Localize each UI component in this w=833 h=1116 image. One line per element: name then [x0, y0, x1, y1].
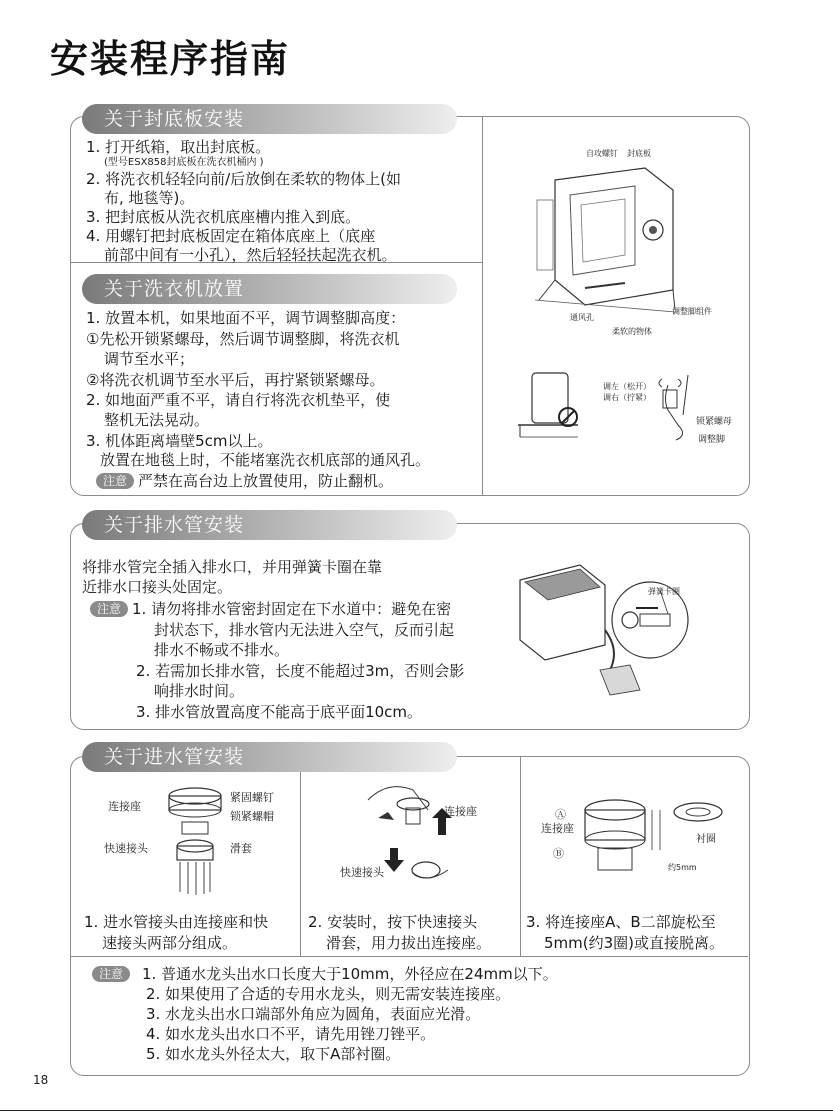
s4-note-1: [92, 965, 558, 984]
s2-line-7: 3. 机体距离墙壁5cm以上。: [86, 432, 273, 450]
s1-line-1: 1. 打开纸箱，取出封底板。: [86, 138, 271, 156]
s4-step2-line1: 2. 安装时，按下快速接头: [308, 913, 478, 931]
note-badge: 注意: [90, 601, 128, 617]
drain-figure: [510, 560, 710, 700]
bottom-plate-figure: [525, 150, 685, 330]
s3-note-6: 3. 排水管放置高度不能高于底平面10cm。: [136, 703, 423, 721]
s3-note-1: [90, 600, 451, 619]
s1-line-3: 2. 将洗衣机轻轻向前/后放倒在柔软的物体上(如: [86, 170, 401, 188]
fig4a-label-screw: 紧固螺钉: [230, 791, 274, 804]
s4-note-5: 5. 如水龙头外径太大，取下A部衬圈。: [146, 1045, 401, 1063]
inlet-divider-h: [70, 956, 748, 957]
s4-note-4: 4. 如水龙头出水口不平，请先用锉刀锉平。: [146, 1025, 436, 1043]
fig4c-label-ring: 衬圈: [696, 834, 716, 845]
s4-step3-line1: 3. 将连接座A、B二部旋松至: [526, 913, 716, 931]
section-heading-drain: 关于排水管安装: [82, 510, 457, 540]
fig4b-label-quick: 快速接头: [340, 866, 384, 879]
s4-step1-line1: 1. 进水管接头由连接座和快: [84, 913, 269, 931]
panel-divider: [482, 116, 483, 495]
s2-note: [96, 472, 393, 491]
s1-line-6: 4. 用螺钉把封底板固定在箱体底座上（底座: [86, 227, 376, 245]
note-badge: 注意: [96, 473, 134, 489]
s3-line-2: 近排水口接头处固定。: [82, 578, 233, 596]
bottom-rule: [0, 1110, 833, 1111]
s3-note-text-1: 1. 请勿将排水管密封固定在下水道中：避免在密: [132, 600, 452, 618]
s4-note-3: 3. 水龙头出水口端部外角应为圆角，表面应光滑。: [146, 1005, 481, 1023]
fig4a-label-quick: 快速接头: [104, 842, 148, 855]
fig4c-label-b: Ⓑ: [553, 847, 564, 860]
fig1-label-screw: 自攻螺钉: [586, 149, 618, 158]
s4-step3-line2: 5mm(约3圈)或直接脱离。: [544, 934, 725, 952]
s2-line-8: 放置在地毯上时，不能堵塞洗衣机底部的通风孔。: [100, 451, 431, 469]
s2-line-5: 2. 如地面严重不平，请自行将洗衣机垫平，使: [86, 391, 391, 409]
section-heading-bottom-plate: 关于封底板安装: [82, 104, 457, 134]
fig4a-label-nut: 锁紧螺帽: [230, 810, 274, 823]
s2-line-3: 调节至水平；: [104, 350, 195, 368]
fig2-label-left: 调左（松开）: [603, 382, 651, 391]
inlet-press-figure: [368, 780, 478, 890]
s2-line-2: ①先松开锁紧螺母，然后调节调整脚，将洗衣机: [86, 330, 400, 348]
s2-line-1: 1. 放置本机，如果地面不平，调节调整脚高度：: [86, 309, 406, 327]
fig2-label-right: 调右（拧紧）: [603, 393, 651, 402]
s4-note-text-1: 1. 普通水龙头出水口长度大于10mm，外径应在24mm以下。: [142, 965, 558, 983]
s3-note-3: 排水不畅或不排水。: [154, 641, 290, 659]
page-number: 18: [33, 1073, 49, 1087]
fig4a-label-sleeve: 滑套: [230, 842, 252, 855]
s1-line-2: (型号ESX858封底板在洗衣机桶内 ): [104, 157, 264, 168]
s4-note-2: 2. 如果使用了合适的专用水龙头，则无需安装连接座。: [146, 985, 511, 1003]
s3-line-1: 将排水管完全插入排水口，并用弹簧卡圈在靠: [82, 558, 383, 576]
s1-line-7: 前部中间有一小孔），然后轻轻扶起洗衣机。: [104, 246, 397, 264]
placement-figure: [518, 365, 728, 455]
s3-note-2: 封状态下，排水管内无法进入空气，反而引起: [154, 621, 455, 639]
s3-note-5: 响排水时间。: [154, 682, 245, 700]
section-heading-inlet: 关于进水管安装: [82, 742, 457, 772]
fig2-label-nut: 锁紧螺母: [696, 417, 733, 427]
fig1-label-foot: 调整脚组件: [672, 307, 712, 316]
s2-line-4: ②将洗衣机调节至水平后，再拧紧锁紧螺母。: [86, 371, 385, 389]
s1-line-4: 布, 地毯等)。: [104, 189, 195, 207]
fig4c-label-a: Ⓐ: [555, 808, 566, 821]
fig4a-label-base: 连接座: [108, 800, 141, 813]
s4-step2-line2: 滑套，用力拔出连接座。: [326, 934, 492, 952]
s4-step1-line2: 速接头两部分组成。: [102, 934, 238, 952]
s2-line-6: 整机无法晃动。: [104, 411, 210, 429]
fig4b-label-base: 连接座: [444, 805, 477, 818]
inlet-divider-1: [300, 756, 301, 956]
s2-note-text: 严禁在高台边上放置使用，防止翻机。: [138, 472, 394, 490]
s3-note-4: 2. 若需加长排水管，长度不能超过3m，否则会影: [136, 662, 465, 680]
fig3-label-clip: 弹簧卡圈: [648, 587, 680, 596]
s1-line-5: 3. 把封底板从洗衣机底座槽内推入到底。: [86, 208, 361, 226]
fig2-label-foot: 调整脚: [698, 435, 726, 445]
note-badge: 注意: [92, 966, 130, 982]
fig1-label-plate: 封底板: [627, 149, 651, 158]
fig1-label-vent: 通风孔: [570, 313, 594, 322]
fig4c-label-base: 连接座: [541, 822, 574, 835]
page-title: 安装程序指南: [50, 37, 291, 81]
fig4c-label-5mm: 约5mm: [668, 863, 697, 872]
inlet-divider-2: [520, 756, 521, 956]
fig1-label-soft: 柔软的物体: [612, 327, 652, 336]
section-heading-placement: 关于洗衣机放置: [82, 274, 457, 304]
